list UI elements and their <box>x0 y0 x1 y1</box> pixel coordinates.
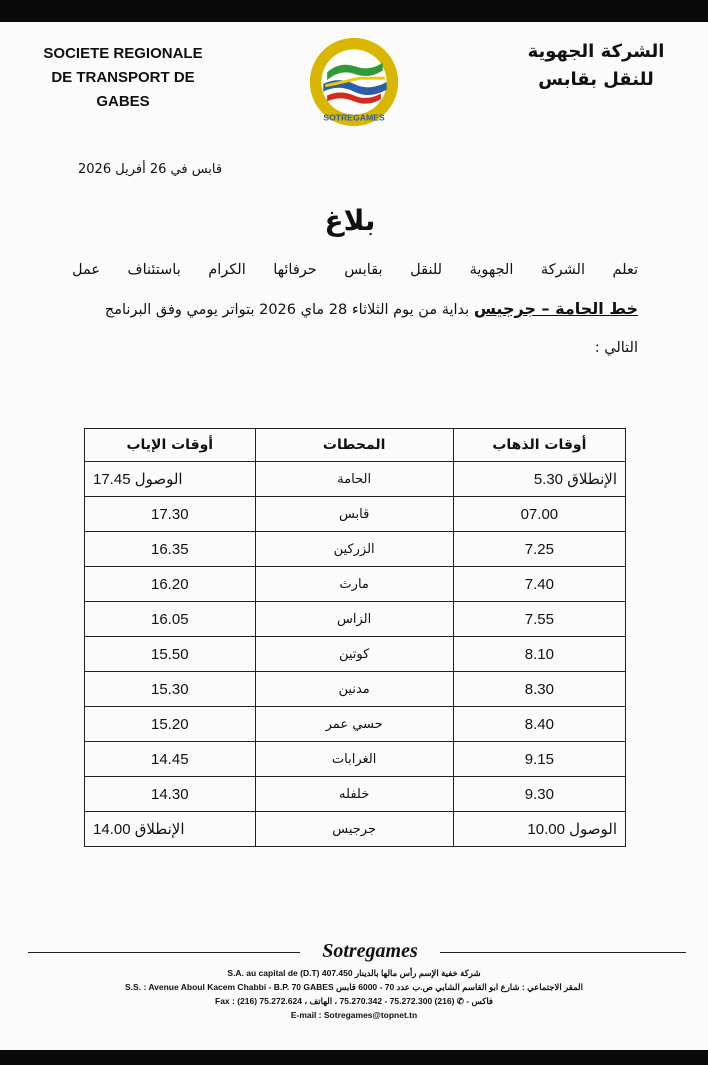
table-row <box>85 777 626 812</box>
footer-address-ar: المقر الاجتماعي : شارع ابو القاسم الشابي ص.ب عدد 70 - 6000 قابس <box>336 982 583 992</box>
departure-time: 07.00 <box>453 497 625 532</box>
footer-capital-ar: شركة خفية الإسم رأس مالها بالدينار <box>354 968 481 978</box>
departure-time: 7.25 <box>453 532 625 567</box>
departure-time: 7.40 <box>453 567 625 602</box>
document-page <box>0 22 708 1050</box>
schedule-table <box>84 428 626 847</box>
header-return: أوقات الإياب <box>85 429 256 462</box>
sotregames-logo <box>306 34 402 130</box>
return-time: 17.30 <box>85 497 256 532</box>
footer-email: E-mail : Sotregames@topnet.tn <box>290 1010 418 1020</box>
departure-time: الوصول 10.00 <box>453 812 625 847</box>
return-time: الإنطلاق 14.00 <box>85 812 256 847</box>
return-time: الوصول 17.45 <box>85 462 256 497</box>
screen-bottom-bar <box>0 1050 708 1065</box>
table-row <box>85 812 626 847</box>
departure-time: 9.30 <box>453 777 625 812</box>
footer-capital-fr: S.A. au capital de (D.T) 407.450 <box>227 968 353 978</box>
departure-time: الإنطلاق 5.30 <box>453 462 625 497</box>
table-row <box>85 497 626 532</box>
bus-line-name: خط الحامة – جرجيس <box>473 299 638 318</box>
logo-text: SOTREGAMES <box>323 112 385 123</box>
return-time: 16.20 <box>85 567 256 602</box>
station-name: كوتين <box>255 637 453 672</box>
body-line-1: تعلم الشركة الجهوية للنقل بقابس حرفائها الكرام باستئناف عمل <box>72 262 638 278</box>
station-name: الحامة <box>255 462 453 497</box>
table-row <box>85 707 626 742</box>
company-name-ar-line1: الشركة الجهوية <box>527 41 665 62</box>
return-time: 15.20 <box>85 707 256 742</box>
station-name: الزاس <box>255 602 453 637</box>
table-row <box>85 462 626 497</box>
return-time: 14.30 <box>85 777 256 812</box>
footer-address <box>14 982 694 993</box>
departure-time: 8.40 <box>453 707 625 742</box>
body-line-2 <box>72 299 638 318</box>
table-row <box>85 602 626 637</box>
table-header-row <box>85 429 626 462</box>
document-title: بلاغ <box>324 204 376 237</box>
departure-time: 9.15 <box>453 742 625 777</box>
return-time: 15.30 <box>85 672 256 707</box>
station-name: خلفله <box>255 777 453 812</box>
return-time: 14.45 <box>85 742 256 777</box>
table-row <box>85 637 626 672</box>
return-time: 16.35 <box>85 532 256 567</box>
table-row <box>85 532 626 567</box>
header-departure: أوقات الذهاب <box>453 429 625 462</box>
station-name: الغرابات <box>255 742 453 777</box>
table-row <box>85 742 626 777</box>
footer-capital <box>14 968 694 979</box>
departure-time: 8.30 <box>453 672 625 707</box>
departure-time: 7.55 <box>453 602 625 637</box>
return-time: 16.05 <box>85 602 256 637</box>
footer-divider-left <box>28 952 300 953</box>
company-name-fr <box>28 42 218 114</box>
footer-divider-right <box>440 952 686 953</box>
body-line-3: التالي : <box>594 340 638 356</box>
table-row <box>85 672 626 707</box>
station-name: الزركين <box>255 532 453 567</box>
body-line-2-rest: بداية من يوم الثلاثاء 28 ماي 2026 بتواتر يومي وفق البرنامج <box>104 302 470 318</box>
company-name-fr-line1: SOCIETE REGIONALE <box>43 45 203 62</box>
departure-time: 8.10 <box>453 637 625 672</box>
company-name-ar-line2: للنقل بقابس <box>538 69 654 90</box>
station-name: حسي عمر <box>255 707 453 742</box>
company-name-fr-line2: DE TRANSPORT DE GABES <box>51 69 195 110</box>
station-name: جرجيس <box>255 812 453 847</box>
document-date: قابس في 26 أفريل 2026 <box>78 162 223 177</box>
station-name: مدنين <box>255 672 453 707</box>
footer-phone: Fax : (216) 75.272.624 ، فاكس - ✆ (216) 75.272.300 - 75.270.342 ، الهاتف <box>215 996 493 1006</box>
table-row <box>85 567 626 602</box>
company-name-ar <box>506 38 686 94</box>
station-name: قابس <box>255 497 453 532</box>
return-time: 15.50 <box>85 637 256 672</box>
station-name: مارث <box>255 567 453 602</box>
footer-brand: Sotregames <box>322 940 418 962</box>
footer-address-fr: S.S. : Avenue Aboul Kacem Chabbi - B.P. 70 GABES <box>125 982 334 992</box>
header-stations: المحطات <box>255 429 453 462</box>
